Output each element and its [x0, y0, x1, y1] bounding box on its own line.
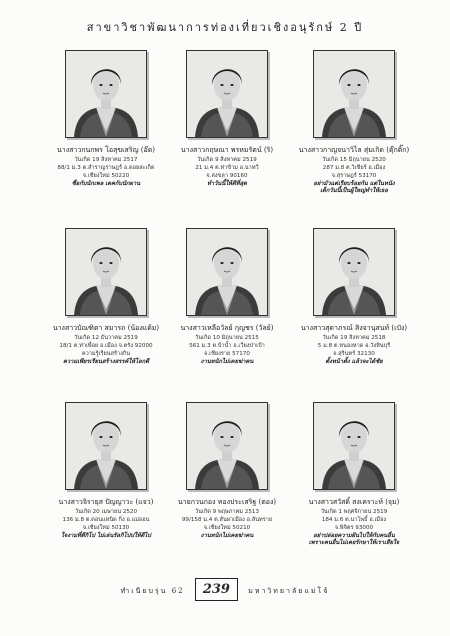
portrait-photo: [313, 402, 395, 490]
graduate-detail: 99/158 ม.4 ต.สันผาเมือง อ.สันทราย: [181, 517, 273, 524]
graduate-detail: 287 ม.8 ต.วิเชียร์ อ.เมือง: [322, 165, 386, 172]
portrait-photo: [186, 402, 268, 490]
graduate-detail: ความรู้เรียนสร้างกิน: [81, 351, 131, 358]
graduate-card: [157, 228, 297, 366]
graduate-motto: อย่าปล่อยความฝันไปให้กับคนอื่น: [313, 532, 395, 539]
graduate-detail: จ.พิจิตร 93000: [334, 525, 374, 532]
graduate-detail: 18/1 ต.ท่าเพื่อย อ.เมือง จ.ตรัง 92000: [59, 343, 153, 350]
portrait-photo: [65, 50, 147, 138]
graduate-motto: งานหนักไม่เคยฆ่าคน: [200, 358, 254, 365]
graduate-motto: ซื่อกับนักเพล เดคกับนักผาน: [71, 180, 141, 187]
graduate-name: นางสาวกาญจนาวิไล สุ่มเกิด (ตุ๊กติ๊ก): [298, 146, 410, 154]
graduate-card: [284, 228, 424, 366]
graduate-detail: วันเกิด 10 มิถุนายน 2515: [195, 335, 259, 341]
graduate-detail: จ.เชียงราย 57170: [204, 351, 250, 358]
graduate-card: [36, 50, 176, 188]
portrait-photo: [313, 50, 395, 138]
page-footer: [0, 578, 450, 601]
graduate-motto: เด็กวันนี้เป็นผู้ใหญ่ทำให้เธอ: [320, 188, 388, 195]
graduate-motto: ตั้งหน้าตั้ง แล้วจะได้ชัย: [325, 358, 383, 365]
graduate-motto: อย่ามัวแต่เรียบร้อยกัน แต่ในหนัง: [313, 180, 395, 187]
graduate-detail: วันเกิด 19 สิงหาคม 2518: [322, 335, 386, 341]
graduate-card: [284, 50, 424, 196]
graduate-detail: จ.สงขลา 90160: [206, 173, 248, 180]
graduate-card: [36, 228, 176, 366]
graduate-name: นางสาวสวัสดิ์ สงเคราะห์ (จุม): [308, 498, 400, 506]
portrait-photo: [313, 228, 395, 316]
page-title: สาขาวิชาพัฒนาการท่องเที่ยวเชิงอนุรักษ์ 2 ปี: [86, 21, 364, 34]
graduate-name: นายกวนกอง ทองประเสริฐ (ตอง): [177, 498, 277, 506]
graduate-detail: 136 ม.8 ต.ดอนแหนิด กิ่ง อ.แม่ออน: [62, 517, 150, 524]
graduate-card: [36, 402, 176, 540]
graduate-detail: วันเกิด 9 สิงหาคม 2519: [197, 157, 257, 163]
graduate-motto: งานหนักไม่เคยฆ่าคน: [200, 532, 254, 539]
footer-left: ทำเนียบรุ่น 62: [120, 587, 185, 595]
graduate-detail: วันเกิด 19 สิงหาคม 2517: [74, 157, 138, 163]
portrait-photo: [65, 402, 147, 490]
graduate-motto: เพราะคนอื่นไม่เคยรักษาให้เราเสียใจ: [308, 540, 400, 547]
graduate-motto: ทำวันนี้ให้ดีที่สุด: [207, 180, 247, 187]
graduate-detail: 88/1 ม.3 ต.สำราญราษฎร์ อ.ดอยสะเก็ด: [57, 165, 155, 172]
graduate-name: นางสาวจิรายุส ปัญญาวะ (แจว): [58, 498, 154, 506]
graduate-detail: 184 ม.6 ต.นาโพธิ์ อ.เมือง: [321, 517, 387, 524]
graduate-detail: วันเกิด 1 พฤศจิกายน 2519: [320, 509, 388, 515]
graduate-detail: วันเกิด 15 มิถุนายน 2520: [322, 157, 386, 163]
graduate-motto: ใจงามที่ดีกิโป ไม่เล่นรัลกิโปปให้ดีไป: [61, 532, 151, 539]
page-number: 239: [195, 578, 238, 601]
footer-right: มหาวิทยาลัยแม่โจ้: [248, 587, 330, 595]
graduate-detail: 21 ม.4 ต.ท่าข้าม อ.นาทวี: [195, 165, 259, 172]
graduate-card: [157, 402, 297, 540]
graduate-card: [157, 50, 297, 188]
graduate-name: นางสาวกนกพร โอสุขเสริญ (อ๊ด): [57, 146, 155, 154]
graduate-detail: จ.สุรินทร์ 32130: [333, 351, 375, 358]
portrait-photo: [186, 228, 268, 316]
portrait-photo: [65, 228, 147, 316]
graduate-detail: วันเกิด 12 ธันวาคม 2519: [74, 335, 138, 341]
graduate-detail: 5 ม.8 ต.หนองหาด อ.วังหินบุรี: [317, 343, 391, 350]
graduate-detail: จ.เชียงใหม่ 50210: [203, 525, 251, 532]
graduate-detail: จ.เชียงใหม่ 50220: [82, 173, 130, 180]
graduate-detail: จ.สุราษฎร์ 53170: [331, 173, 377, 180]
graduate-name: นางสาวเหลือวัลย์ กุญชร (วัลย์): [180, 324, 274, 332]
graduate-motto: ความเพียรเรียนสร้างสรรค์ให้โลกดี: [63, 358, 149, 365]
graduate-name: นางสาวบัณฑิตา สมารถ (น้องแต้ม): [52, 324, 160, 332]
portrait-photo: [186, 50, 268, 138]
graduate-name: นางสาวสุดาภรณ์ สิงจานุสนท์ (เป๋ง): [300, 324, 408, 332]
graduate-name: นางสาวกฤษณา พรหมรัตน์ (ริ): [180, 146, 274, 154]
graduate-card: [284, 402, 424, 548]
graduate-detail: จ.เชียงใหม่ 50130: [82, 525, 130, 532]
graduate-detail: วันเกิด 20 เมษายน 2520: [74, 509, 138, 515]
graduate-detail: วันเกิด 9 พฤษภาคม 2513: [194, 509, 260, 515]
graduate-detail: 561 ม.3 ต.บ้าน้ำ อ.เวียงป่าเป้า: [189, 343, 265, 350]
